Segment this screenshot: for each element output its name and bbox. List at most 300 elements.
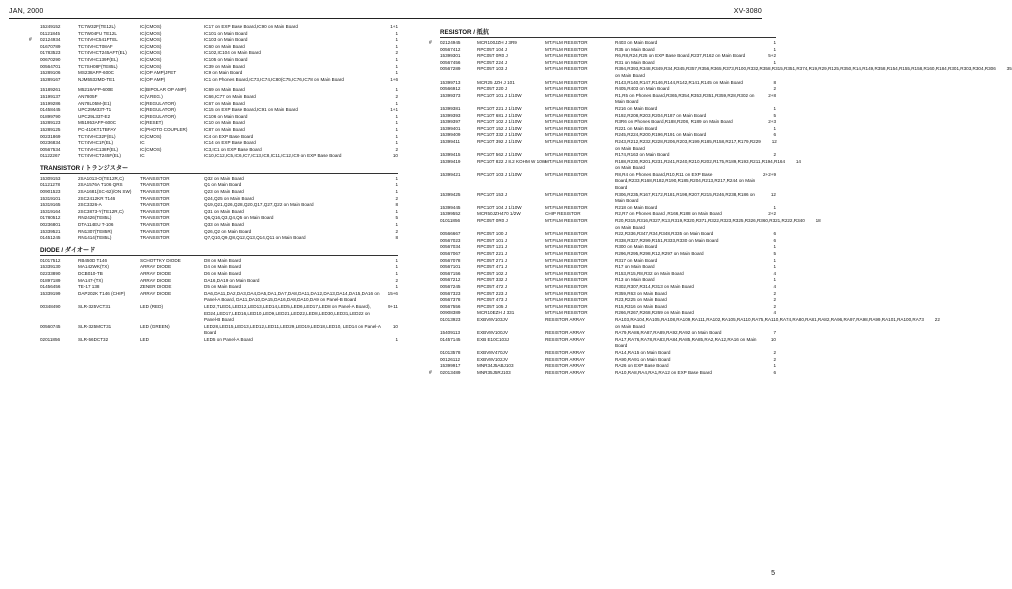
part-location: R306,R235,R167,R172,R181,R198,R207,R215,R246,R238,R186 on Main Board xyxy=(615,191,755,204)
part-number: 15319165 xyxy=(40,202,61,208)
part-description: IC(CMOS) xyxy=(140,24,162,29)
parts-row xyxy=(40,153,398,160)
parts-row xyxy=(440,337,776,350)
part-quantity: 1 xyxy=(395,264,398,270)
parts-row xyxy=(40,107,398,114)
part-quantity: 8 xyxy=(773,79,776,85)
part-description: ARRAY DIODE xyxy=(140,271,172,276)
part-quantity: 1 xyxy=(395,120,398,126)
part-name: PC-410KT1TBFAY xyxy=(78,126,117,132)
parts-row xyxy=(40,337,398,344)
part-name: RPC05T 0R0 J xyxy=(477,218,508,224)
part-location: Q26,Q2 on Main Board xyxy=(204,228,252,234)
part-location: Q6,Q16,Q3,Q4,Q5 on Main Board xyxy=(204,215,274,221)
part-description: MT.FILM RESISTOR xyxy=(545,86,588,92)
part-location: R403 on Main Board xyxy=(615,40,658,45)
part-location: R266,R267,R268,R269 on Main Board xyxy=(615,310,694,316)
section-title-resistor: RESISTOR / 抵抗 xyxy=(440,29,490,36)
parts-row xyxy=(440,271,776,278)
part-number: 00567378 xyxy=(440,297,461,303)
parts-row xyxy=(440,238,776,245)
parts-row xyxy=(440,297,776,304)
part-location: IC9 on Main Board xyxy=(204,70,243,76)
part-quantity: 2 xyxy=(395,146,398,152)
part-description: MT.FILM RESISTOR xyxy=(545,171,588,177)
part-quantity: 4 xyxy=(773,270,776,276)
part-location: R20,R315,R316,R327,R13,R319,R320,R371,R322,R323,R325,R326,R360,R321,R222,R340 on Main Board xyxy=(615,218,805,230)
part-description: TRANSISTOR xyxy=(140,189,170,195)
part-location: RA103,RA104,RA105,RA108,RA109,RA111,RA102,RA105,RA110,RA75,RA110,RA74,RA80,RA81,RA82,RA96,RA97,RA98,RA99,RA101,RA100,RA73 on Main Board xyxy=(615,316,924,329)
parts-row xyxy=(40,258,398,265)
part-description: MT.FILM RESISTOR xyxy=(545,270,588,276)
part-location: R153,R15,R8,R32 on Main Board xyxy=(615,270,684,276)
parts-row xyxy=(440,310,776,317)
part-quantity: 2 xyxy=(773,86,776,92)
part-number: 15399411 xyxy=(440,138,461,144)
part-quantity: 10 xyxy=(392,323,398,329)
part-description: RESISTOR ARRAY xyxy=(545,316,585,322)
parts-row xyxy=(440,363,776,370)
parts-row xyxy=(440,244,776,251)
parts-row xyxy=(440,172,776,192)
part-name: RPC10T 392 J 1/10W xyxy=(477,138,522,144)
part-location: R143,R140,R147,R146,R144,R142,R141,R145 on Main Board xyxy=(615,79,743,85)
part-number: 15399381 xyxy=(440,105,461,111)
part-name: RPC05T 101 J xyxy=(477,237,508,243)
part-description: IC(PHOTO COUPLER) xyxy=(140,126,188,132)
parts-row xyxy=(40,176,398,183)
header-date: JAN, 2000 xyxy=(9,8,44,15)
parts-row xyxy=(40,70,398,77)
part-description: MT.FILM RESISTOR xyxy=(545,132,588,138)
part-name: 2SA1013-O(TE12R,C) xyxy=(78,175,124,181)
parts-row xyxy=(429,40,776,47)
part-name: MCR50JZH470 1/2W xyxy=(477,211,521,217)
part-quantity: 1 xyxy=(773,244,776,250)
part-quantity: 1 xyxy=(773,46,776,52)
part-quantity: 35 xyxy=(1006,66,1012,72)
part-number: 15289123 xyxy=(40,120,61,126)
part-description: IC(RESET) xyxy=(140,120,163,126)
part-description: MT.FILM RESISTOR xyxy=(545,40,588,45)
part-quantity: 1 xyxy=(395,126,398,132)
part-number: 15399552 xyxy=(440,211,461,217)
part-quantity: 1 xyxy=(395,113,398,119)
part-name: TC74VHCT08AF xyxy=(78,43,113,49)
part-quantity: 1 xyxy=(395,30,398,36)
parts-row xyxy=(440,86,776,93)
part-description: MT.FILM RESISTOR xyxy=(545,105,588,111)
part-quantity: 2 xyxy=(395,228,398,234)
part-number: 00567034 xyxy=(440,244,461,250)
part-number: 00567245 xyxy=(440,283,461,289)
parts-row xyxy=(440,139,776,152)
part-location: IC103 on Main Board xyxy=(204,37,248,43)
row-mark: # xyxy=(429,40,432,46)
part-quantity: 1 xyxy=(395,87,398,93)
part-description: MT.FILM RESISTOR xyxy=(545,297,588,303)
part-name: TC74VHC541FTEL xyxy=(78,37,118,43)
part-location: IC1 on Phones Board,IC73,IC74,IC80(C75,IC76,IC78 on Main Board xyxy=(204,76,344,82)
part-number: 00567289 xyxy=(440,66,461,72)
part-number: 02233890 xyxy=(40,271,61,276)
parts-row xyxy=(440,264,776,271)
parts-row xyxy=(440,357,776,364)
part-name: NJM5532MD-TE1 xyxy=(78,76,115,82)
part-location: R17 on Main Board xyxy=(615,264,655,270)
part-quantity: 6 xyxy=(773,231,776,237)
part-location: R296,R295,R298,R12,R297 on Main Board xyxy=(615,251,704,256)
parts-row xyxy=(440,158,801,172)
part-location: Q24,Q25 on Main Board xyxy=(204,195,254,201)
part-name: M5218AFP-600E xyxy=(78,87,114,93)
part-name: RB450D T146 xyxy=(78,257,108,263)
part-description: ARRAY DIODE xyxy=(140,277,172,283)
parts-row xyxy=(440,119,776,126)
part-quantity: 1 xyxy=(395,43,398,49)
part-description: MT.FILM RESISTOR xyxy=(545,46,588,52)
part-number: 01783523 xyxy=(40,50,61,56)
part-location: Q1 on Main Board xyxy=(204,182,242,188)
part-number: 15309153 xyxy=(40,175,61,181)
part-description: ZENER DIODE xyxy=(140,284,172,290)
parts-row xyxy=(40,235,398,242)
part-description: MT.FILM RESISTOR xyxy=(545,191,588,197)
part-name: RPC05T 220 J xyxy=(477,86,508,92)
parts-row xyxy=(440,258,776,265)
part-quantity: 2 xyxy=(395,277,398,283)
part-location: IC106 on Main Board xyxy=(204,113,248,119)
part-location: IC10,IC12,IC5,IC6,IC7,IC13,IC8,IC11,IC12,IC9 on EXP Base Board xyxy=(204,153,342,159)
parts-row xyxy=(40,101,398,108)
part-number: 15339130 xyxy=(40,264,61,270)
part-quantity: 1 xyxy=(773,204,776,210)
part-quantity: 8 xyxy=(395,235,398,241)
part-quantity: 2 xyxy=(395,50,398,56)
part-location: RA10,RA8,RA4,RA1,RA12 on EXP Base Board xyxy=(615,369,712,375)
part-quantity: 2+3 xyxy=(768,119,776,125)
part-location: IC87 on Main Board xyxy=(204,126,245,132)
part-location: IC101 on Main Board xyxy=(204,30,248,36)
part-location: IC69 on Main Board xyxy=(204,87,245,93)
part-location: IC3,IC1 on EXP Base Board xyxy=(204,146,262,152)
part-description: MT.FILM RESISTOR xyxy=(545,204,588,210)
part-number: 15399401 xyxy=(440,125,461,131)
part-number: 00566912 xyxy=(440,86,461,92)
part-name: MA147-(TX) xyxy=(78,277,104,283)
part-name: 2SC3326-A xyxy=(78,202,102,208)
part-quantity: 6 xyxy=(773,132,776,138)
part-number: 00567067 xyxy=(440,251,461,256)
parts-row xyxy=(40,182,398,189)
part-description: IC(CMOS) xyxy=(140,37,162,43)
part-description: IC(REGULATOR) xyxy=(140,107,176,113)
part-quantity: 1 xyxy=(773,363,776,369)
part-name: MNR35J5RJ103 xyxy=(477,369,511,375)
part-number: 01899790 xyxy=(40,113,61,119)
part-number: 01011856 xyxy=(440,218,461,224)
part-name: SLR-325VCT31 xyxy=(78,303,111,309)
part-number: 01456456 xyxy=(40,284,61,290)
parts-row xyxy=(40,324,398,337)
part-number: 01458445 xyxy=(40,107,61,113)
part-location: IC15 on EXP Base Board,IC91 on Main Board xyxy=(204,107,298,113)
parts-row xyxy=(40,31,398,38)
part-number: 15409113 xyxy=(440,330,461,336)
part-location: RA79,RA86,RA87,RA89,RA92,RA92 on Main Board xyxy=(615,330,722,336)
part-location: D8 on Main Board xyxy=(204,257,242,263)
part-number: 01121845 xyxy=(40,30,61,36)
parts-row xyxy=(440,218,821,231)
parts-row xyxy=(40,77,398,84)
part-name: MCR10EZH J 331 xyxy=(477,310,515,316)
part-location: DA16,DA19 on Main Board xyxy=(204,277,260,283)
part-number: 01897189 xyxy=(40,277,61,283)
part-number: 15399393 xyxy=(440,112,461,118)
part-name: RPC10T 681 J 1/10W xyxy=(477,112,522,118)
part-name: RPC10T 562 J 1/10W xyxy=(477,152,522,158)
part-description: MT.FILM RESISTOR xyxy=(545,244,588,250)
part-quantity: 2+2 xyxy=(768,211,776,217)
part-number: 01121278 xyxy=(40,182,61,188)
part-quantity: 6 xyxy=(773,369,776,375)
parts-row xyxy=(40,120,398,127)
parts-row xyxy=(440,53,776,60)
part-location: IC105 on Main Board xyxy=(204,56,248,62)
part-description: ARRAY DIODE xyxy=(140,290,172,296)
part-quantity: 1 xyxy=(773,40,776,45)
part-quantity: 1 xyxy=(395,63,398,69)
part-name: TC74VHC139F(EL) xyxy=(78,56,119,62)
part-quantity: 2 xyxy=(773,303,776,309)
part-name: RPC05T 121 J xyxy=(477,244,508,250)
part-number: 00348490 xyxy=(40,303,61,309)
part-description: RESISTOR ARRAY xyxy=(545,330,585,336)
part-location: R15,R316 on Main Board xyxy=(615,303,667,309)
part-description: MT.FILM RESISTOR xyxy=(545,310,588,316)
part-number: 00901523 xyxy=(40,189,61,195)
part-location: R8,R4 on Phones Board,R10,R11 on EXP Base Board,R233,R168,R182,R190,R185,R204,R213,R217,R244 on Main Board xyxy=(615,171,756,191)
part-name: SLR-325MCT31 xyxy=(78,323,112,329)
parts-row xyxy=(40,57,398,64)
part-number: 00567101 xyxy=(440,264,461,270)
parts-row xyxy=(40,127,398,134)
part-quantity: 1 xyxy=(395,70,398,76)
part-quantity: 5 xyxy=(773,251,776,256)
parts-row xyxy=(440,106,776,113)
part-name: 2SA1576A T106 QRS xyxy=(78,182,123,188)
page-number: 5 xyxy=(771,570,775,577)
part-quantity: 1 xyxy=(773,277,776,283)
part-description: IC xyxy=(140,140,145,146)
part-number: 00670290 xyxy=(40,56,61,62)
part-quantity: 1 xyxy=(773,264,776,270)
part-description: MT.FILM RESISTOR xyxy=(545,283,588,289)
part-description: MT.FILM RESISTOR xyxy=(545,59,588,65)
part-description: IC(OP AMP)JFET xyxy=(140,70,177,76)
part-quantity: 1 xyxy=(395,37,398,43)
part-quantity: 7 xyxy=(773,330,776,336)
part-location: R2,R7 on Phones Board ,R166,R188 on Main Board xyxy=(615,211,722,217)
part-location: R188,R230,R201,R231,R241,R240,R210,R202,R175,R189,R193,R211,R194,R164 on Main Board xyxy=(615,158,785,171)
part-location: R216 on Main Board xyxy=(615,105,658,111)
part-number: 01780512 xyxy=(40,215,61,221)
part-name: 2SC3873-Y(TE12R,C) xyxy=(78,208,124,214)
parts-row xyxy=(440,66,1012,79)
part-name: DTA114EU T-106 xyxy=(78,222,114,228)
part-name: RN1307(TE85R) xyxy=(78,228,113,234)
part-name: 2SA1681(SC-62)/ON SW) xyxy=(78,189,132,195)
parts-row xyxy=(440,47,776,54)
part-name: RPC10T 103 J 1/10W xyxy=(477,171,522,177)
parts-row xyxy=(40,215,398,222)
part-quantity: 10 xyxy=(770,336,776,342)
part-name: RPC10T 102 J 1/10W xyxy=(477,119,522,125)
part-number: 00231869 xyxy=(40,133,61,139)
parts-row xyxy=(40,94,398,101)
part-quantity: 1 xyxy=(395,100,398,106)
part-description: LED (GREEN) xyxy=(140,323,170,329)
part-number: 00567323 xyxy=(440,290,461,296)
part-name: EXBV8V102JV xyxy=(477,356,508,362)
part-location: LED28,LED15,LED13,LED12,LED11,LED29,LED19,LED18,LED10, LED14 on Panel-A Board xyxy=(204,323,381,336)
part-quantity: 2 xyxy=(773,290,776,296)
parts-row xyxy=(40,229,398,236)
part-name: RPC10T 101 J 1/10W xyxy=(477,92,522,98)
part-name: RPC10T 221 J 1/10W xyxy=(477,105,522,111)
part-quantity: 1+6 xyxy=(390,76,398,82)
part-description: MT.FILM RESISTOR xyxy=(545,257,588,263)
part-quantity: 1 xyxy=(395,182,398,188)
part-description: MT.FILM RESISTOR xyxy=(545,290,588,296)
part-number: 01457145 xyxy=(440,336,461,342)
part-description: CHIP RESISTOR xyxy=(545,211,581,217)
part-description: RESISTOR ARRAY xyxy=(545,369,585,375)
part-location: RA17,RA76,RA78,RA83,RA84,RA85,RA85,RA2,RA12,RA16 on Main Board xyxy=(615,336,757,349)
part-quantity: 1 xyxy=(395,133,398,139)
part-number: 00567212 xyxy=(440,277,461,283)
header-model: XV-3080 xyxy=(733,8,762,15)
part-location: R22,R336,R347,R34,R348,R335 on Main Board xyxy=(615,231,714,237)
part-description: TRANSISTOR xyxy=(140,235,170,241)
part-quantity: 2+8 xyxy=(768,92,776,98)
part-number: 15339521 xyxy=(40,228,61,234)
part-description: IC(CMOS) xyxy=(140,56,162,62)
resistor-rows xyxy=(429,40,1012,376)
part-name: RPC10T 104 J 1/10W xyxy=(477,204,522,210)
part-quantity: 18 xyxy=(815,218,821,224)
part-location: IC60 on Main Board xyxy=(204,43,245,49)
part-quantity: 1+1 xyxy=(390,107,398,113)
part-number: 01451245 xyxy=(40,235,61,241)
part-quantity: 1 xyxy=(395,175,398,181)
part-name: UPC29M33T-T1 xyxy=(78,107,112,113)
part-quantity: 1 xyxy=(395,56,398,62)
part-quantity: 4 xyxy=(773,283,776,289)
part-name: RPC05T 102 J xyxy=(477,270,508,276)
parts-row xyxy=(40,140,398,147)
part-description: MT.FILM RESISTOR xyxy=(545,125,588,131)
part-number: 01670789 xyxy=(40,43,61,49)
part-description: RESISTOR ARRAY xyxy=(545,336,585,342)
parts-row xyxy=(440,251,776,258)
part-quantity: 2 xyxy=(773,152,776,158)
parts-row xyxy=(440,113,776,120)
part-name: AN78L05M-(E1) xyxy=(78,100,112,106)
parts-row xyxy=(40,209,398,216)
part-quantity: 14 xyxy=(795,158,801,164)
part-location: Q23 on Main Board xyxy=(204,189,244,195)
parts-row xyxy=(440,126,776,133)
part-description: MT.FILM RESISTOR xyxy=(545,79,588,85)
part-number: 00908389 xyxy=(440,310,461,316)
part-description: RESISTOR ARRAY xyxy=(545,349,585,355)
part-name: DAP202K T146 (CHIP) xyxy=(78,290,126,296)
part-location: IC10 on Main Board xyxy=(204,120,245,126)
part-number: 01013923 xyxy=(440,316,461,322)
part-quantity: 2 xyxy=(773,349,776,355)
part-quantity: 1 xyxy=(773,257,776,263)
part-name: MNR34J5ABJ103 xyxy=(477,363,514,369)
right-column xyxy=(429,24,1012,376)
row-mark: # xyxy=(429,369,432,376)
part-number: 00567556 xyxy=(440,303,461,309)
parts-row xyxy=(40,222,398,229)
part-name: TC74VHCT245AFT(EL) xyxy=(78,50,127,56)
part-location: RA90,RA91 on Main Board xyxy=(615,356,671,362)
part-number: 15199286 xyxy=(40,100,61,106)
part-description: IC(OP AMP) xyxy=(140,76,166,82)
part-number: 15399425 xyxy=(440,191,461,197)
part-name: RPC10T 332 J 1/10W xyxy=(477,132,522,138)
part-location: R13 on Main Board xyxy=(615,277,655,283)
part-description: IC(REGULATOR) xyxy=(140,113,176,119)
part-quantity: 5 xyxy=(395,215,398,221)
part-description: TRANSISTOR xyxy=(140,215,170,221)
part-description: MT.FILM RESISTOR xyxy=(545,138,588,144)
part-description: MT.FILM RESISTOR xyxy=(545,119,588,125)
section-rule xyxy=(440,37,776,38)
part-number: 00567156 xyxy=(440,270,461,276)
part-name: TC74VHCT245F(EL) xyxy=(78,153,121,159)
part-location: R31 on Main Board xyxy=(615,59,655,65)
part-description: IC(V.REG.) xyxy=(140,93,163,99)
part-quantity: 1 xyxy=(395,257,398,263)
part-name: RPC05T 271 J xyxy=(477,257,508,263)
part-name: RPC05T 223 J xyxy=(477,290,508,296)
parts-row xyxy=(440,192,776,205)
parts-row xyxy=(429,369,776,377)
part-number: 00564701 xyxy=(40,63,61,69)
parts-row xyxy=(40,264,398,271)
part-number: 15399415 xyxy=(440,152,461,158)
part-location: LED2,TLED1,LED12,LED13,LED14,LED5,LED6,LED17,LED8 on Panel-A Board), ED24,LED17,LED16,LED10,LED9,LED21,LED22,LED8,LED30,LED31,LED22 on Panel-B Board xyxy=(204,303,371,323)
parts-row xyxy=(440,211,776,218)
part-location: IC39 on Main Board xyxy=(204,63,245,69)
part-description: TRANSISTOR xyxy=(140,202,170,208)
part-description: MT.FILM RESISTOR xyxy=(545,231,588,237)
part-number: 00567412 xyxy=(440,46,461,52)
part-quantity: 1 xyxy=(773,105,776,111)
part-description: MT.FILM RESISTOR xyxy=(545,152,588,158)
part-location: R405,R403 on Main Board xyxy=(615,86,670,92)
part-description: SCHOTTKY DIODE xyxy=(140,257,181,263)
part-number: 15399445 xyxy=(440,204,461,210)
parts-row xyxy=(440,80,776,87)
part-description: IC xyxy=(140,153,145,159)
part-location: R221 on Main Board xyxy=(615,125,658,131)
part-number: 15399713 xyxy=(440,79,461,85)
